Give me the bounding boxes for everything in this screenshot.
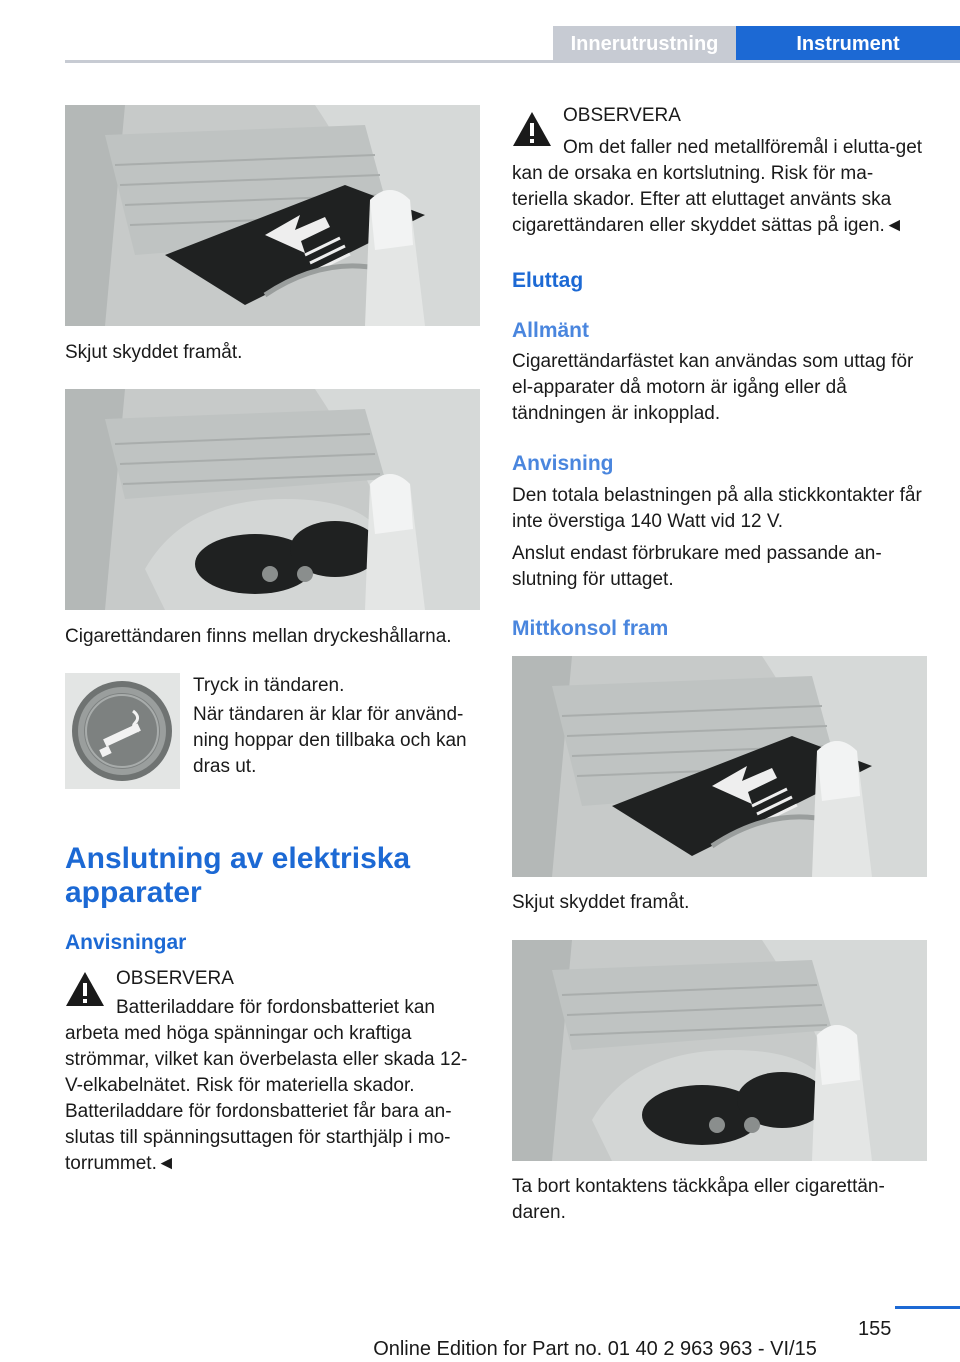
- left-caption-1: Skjut skyddet framåt.: [65, 342, 243, 363]
- cupholders-photo: [512, 940, 927, 1161]
- section-heading-electrical: Anslutning av elektriska apparater: [65, 842, 411, 909]
- right-warning-title: OBSERVERA: [563, 105, 681, 126]
- heading-eluttag: Eluttag: [512, 269, 584, 292]
- page-number: 155: [858, 1318, 892, 1340]
- allmant-text: Cigarettändarfästet kan användas som uttag för el-apparater då motorn är igång eller då tändningen är inkopplad.: [512, 351, 914, 424]
- lighter-text-2: När tändaren är klar för använd-ning hoppar den tillbaka och kan dras ut.: [193, 704, 467, 777]
- right-caption-2: Ta bort kontaktens täckkåpa eller cigarettän-daren.: [512, 1176, 885, 1223]
- cupholders-photo: [65, 389, 480, 610]
- subheading-allmant: Allmänt: [512, 319, 590, 342]
- left-warning-body: Batteriladdare för fordonsbatteriet kan arbeta med höga spänningar och kraftiga strömmar, vilket kan överbelasta eller skada 12-V-elkabelnätet. Risk för materiella skador. Batteriladdare för fordonsbatteriet får bara an-slutas till spänningsuttagen för starthjälp i mo-torrummet.◄: [65, 997, 468, 1174]
- console-cover-photo: [512, 656, 927, 877]
- lighter-photo: [65, 673, 180, 789]
- subheading-mittkonsol: Mittkonsol fram: [512, 617, 669, 640]
- left-caption-2: Cigarettändaren finns mellan dryckeshållarna.: [65, 626, 452, 647]
- anvisning-text-1: Den totala belastningen på alla stickkontakter får inte överstiga 140 Watt vid 12 V.: [512, 485, 922, 532]
- subheading-anvisning: Anvisning: [512, 452, 614, 475]
- right-warning-body: Om det faller ned metallföremål i elutta-get kan de orsaka en kortslutning. Risk för ma-teriella skador. Efter att eluttaget använts ska cigarettändaren eller skyddet sättas på igen.◄: [512, 137, 923, 236]
- edition-text: Online Edition for Part no. 01 40 2 963 963 - VI/15: [373, 1338, 817, 1360]
- anvisning-text-2: Anslut endast förbrukare med passande an-slutning för uttaget.: [512, 543, 882, 590]
- console-cover-photo: [65, 105, 480, 326]
- subheading-anvisningar: Anvisningar: [65, 931, 187, 954]
- left-warning-title: OBSERVERA: [116, 968, 234, 989]
- footer-rule: [895, 1306, 960, 1309]
- page-header: [0, 0, 960, 62]
- header-rule: [65, 60, 960, 63]
- lighter-text-1: Tryck in tändaren.: [193, 675, 345, 696]
- chapter-tab: Instrument: [736, 26, 960, 62]
- right-caption-1: Skjut skyddet framåt.: [512, 892, 690, 913]
- section-tab: Innerutrustning: [553, 26, 736, 62]
